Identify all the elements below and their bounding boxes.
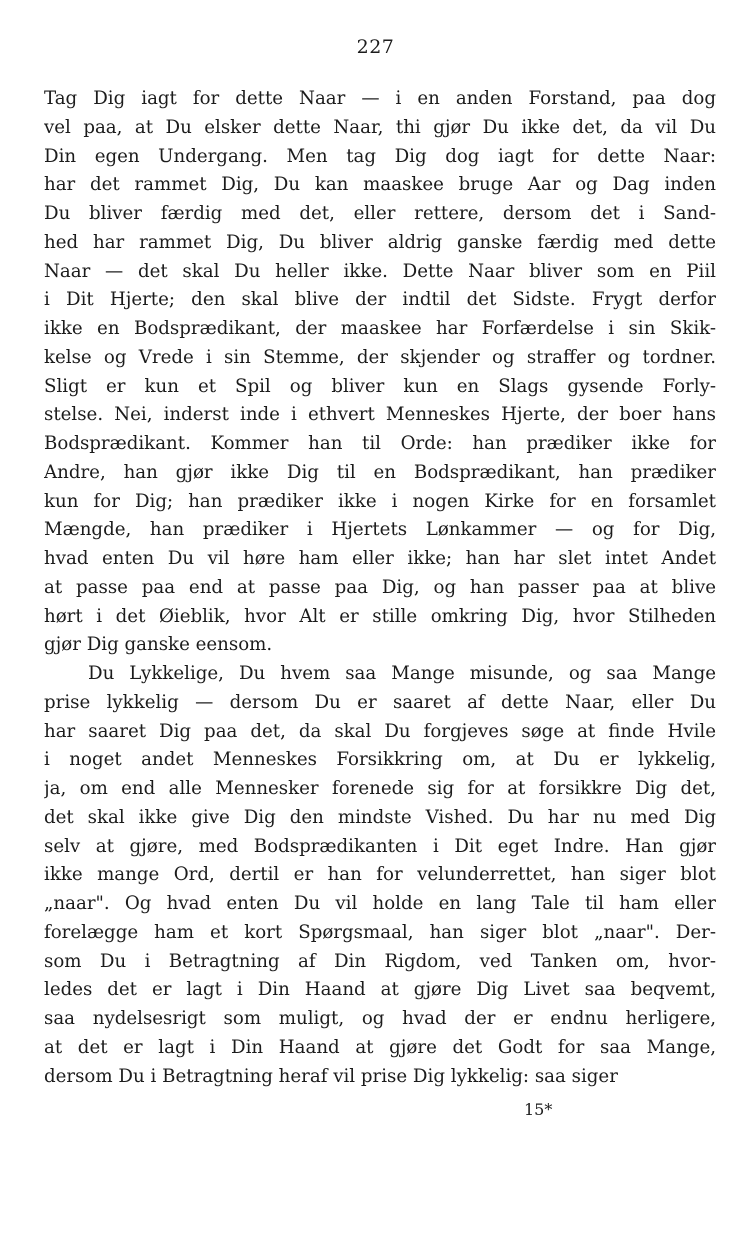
text-line: „naar". Og hvad enten Du vil holde en lang Tale til ham eller: [44, 893, 716, 914]
text-line: Sligt er kun et Spil og bliver kun en Slags gysende Forly-: [44, 375, 716, 397]
text-line: kelse og Vrede i sin Stemme, der skjender og straffer og tordner.: [44, 346, 716, 368]
text-line: at passe paa end at passe paa Dig, og han passer paa at blive: [44, 576, 716, 598]
text-line: stelse. Nei, inderst inde i ethvert Menneskes Hjerte, der boer hans: [44, 404, 716, 426]
text-line: prise lykkelig — dersom Du er saaret af dette Naar, eller Du: [44, 691, 716, 713]
text-line: Naar — det skal Du heller ikke. Dette Naar bliver som en Piil: [44, 260, 716, 282]
text-line: saa nydelsesrigt som muligt, og hvad der er endnu herligere,: [44, 1008, 716, 1029]
text-line: ikke mange Ord, dertil er han for velunderrettet, han siger blot: [44, 864, 716, 886]
text-line: det skal ikke give Dig den mindste Vished. Du har nu med Dig: [44, 806, 716, 828]
text-line: gjør Dig ganske eensom.: [44, 634, 273, 656]
text-line: Du bliver færdig med det, eller rettere, dersom det i Sand-: [44, 203, 716, 224]
text-line: hvad enten Du vil høre ham eller ikke; han har slet intet Andet: [44, 548, 716, 569]
text-line: i Dit Hjerte; den skal blive der indtil det Sidste. Frygt derfor: [44, 289, 716, 311]
text-line: dersom Du i Betragtning heraf vil prise Dig lykkelig: saa siger: [44, 1065, 618, 1087]
text-line: har saaret Dig paa det, da skal Du forgjeves søge at finde Hvile: [44, 720, 716, 742]
text-line: vel paa, at Du elsker dette Naar, thi gjør Du ikke det, da vil Du: [44, 116, 716, 138]
printer-signature: 15*: [524, 1100, 553, 1119]
text-line: at det er lagt i Din Haand at gjøre det Godt for saa Mange,: [44, 1036, 716, 1058]
text-line: ja, om end alle Mennesker forenede sig for at forsikkre Dig det,: [44, 778, 716, 799]
text-line: har det rammet Dig, Du kan maaskee bruge Aar og Dag inden: [44, 174, 716, 196]
text-line: ikke en Bodsprædikant, der maaskee har Forfærdelse i sin Skik-: [44, 318, 716, 339]
text-line: Du Lykkelige, Du hvem saa Mange misunde, og saa Mange: [88, 663, 716, 684]
text-line: kun for Dig; han prædiker ikke i nogen Kirke for en forsamlet: [44, 490, 716, 512]
text-line: Bodsprædikant. Kommer han til Orde: han prædiker ikke for: [44, 433, 716, 454]
body-text: [44, 85, 716, 1091]
text-line: selv at gjøre, med Bodsprædikanten i Dit eget Indre. Han gjør: [44, 835, 716, 857]
text-line: ledes det er lagt i Din Haand at gjøre Dig Livet saa beqvemt,: [44, 979, 716, 1001]
text-line: som Du i Betragtning af Din Rigdom, ved Tanken om, hvor-: [44, 950, 716, 972]
text-line: i noget andet Menneskes Forsikkring om, at Du er lykkelig,: [44, 749, 716, 771]
text-line: Din egen Undergang. Men tag Dig dog iagt for dette Naar:: [44, 145, 716, 167]
text-line: hørt i det Øieblik, hvor Alt er stille omkring Dig, hvor Stilheden: [44, 605, 716, 627]
text-line: Mængde, han prædiker i Hjertets Lønkammer — og for Dig,: [44, 519, 716, 541]
text-line: Tag Dig iagt for dette Naar — i en anden Forstand, paa dog: [44, 88, 716, 109]
text-line: forelægge ham et kort Spørgsmaal, han siger blot „naar". Der-: [44, 921, 716, 943]
text-line: hed har rammet Dig, Du bliver aldrig ganske færdig med dette: [44, 231, 716, 253]
page-number: 227: [356, 36, 395, 58]
text-line: Andre, han gjør ikke Dig til en Bodsprædikant, han prædiker: [44, 461, 716, 483]
